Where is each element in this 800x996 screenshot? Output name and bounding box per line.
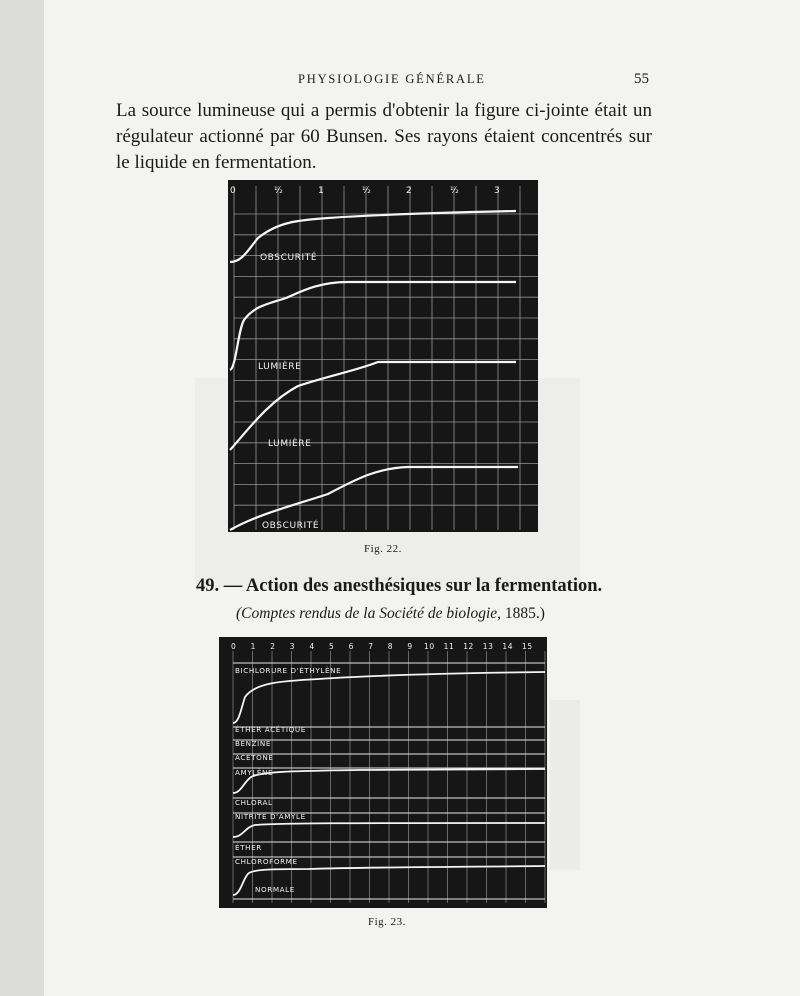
curve-label: AMYLÈNE [235, 768, 274, 777]
body-paragraph: La source lumineuse qui a permis d'obtenir la figure ci-jointe était un régulateur actionné par 60 Bunsen. Ses rayons étaient concentrés sur le liquide en fermentation. [116, 100, 652, 173]
page-number: 55 [634, 71, 649, 87]
tick-label: 2 [270, 642, 276, 651]
curve-label: ÉTHER [235, 843, 262, 852]
tick-label: 11 [443, 642, 455, 651]
tick-label: ½ [274, 186, 284, 196]
tick-label: 1 [318, 186, 325, 196]
fermentation-curve [230, 282, 516, 370]
section-heading [196, 576, 602, 597]
tick-label: 2 [406, 186, 413, 196]
tick-label: ½ [362, 186, 372, 196]
fermentation-curve [230, 362, 516, 450]
tick-label: 7 [368, 642, 374, 651]
figure-23-caption: Fig. 23. [368, 916, 406, 928]
bleed-through-shade [550, 700, 580, 870]
tick-label: 4 [309, 642, 315, 651]
curve-label: CHLORAL [235, 798, 273, 807]
figure-23-graph [219, 637, 547, 908]
running-head: PHYSIOLOGIE GÉNÉRALE [298, 72, 486, 86]
tick-label: 10 [424, 642, 435, 651]
curve-label: OBSCURITÉ [260, 253, 318, 263]
curve-label: BICHLORURE D'ÉTHYLÈNE [235, 666, 342, 675]
tick-label: 6 [348, 642, 354, 651]
tick-label: 9 [407, 642, 413, 651]
figure-23-plate [219, 637, 547, 908]
tick-label: 5 [329, 642, 335, 651]
curve-label: LUMIÈRE [268, 439, 312, 449]
tick-label: 15 [522, 642, 533, 651]
tick-label: 3 [494, 186, 501, 196]
citation-text: (Comptes rendus de la Société de biologie, [236, 605, 502, 622]
tick-label: 0 [230, 186, 237, 196]
citation-year: 1885.) [504, 605, 545, 622]
tick-label: 1 [250, 642, 256, 651]
tick-label: 8 [387, 642, 394, 651]
figure-22-plate [228, 180, 538, 532]
tick-label: ½ [450, 186, 460, 196]
section-citation [236, 605, 545, 623]
figure-22-graph [228, 180, 538, 532]
curve-label: BENZINE [235, 739, 272, 748]
curve-label: NORMALE [255, 885, 295, 894]
curve-label: NITRITE D'AMYLE [235, 812, 306, 821]
tick-label: 12 [463, 642, 474, 651]
curve-label: CHLOROFORME [235, 857, 298, 866]
tick-label: 0 [231, 642, 237, 651]
tick-label: 14 [502, 642, 514, 651]
curve-label: ACÉTONE [235, 753, 274, 762]
section-title: — Action des anesthésiques sur la fermentation. [223, 576, 603, 596]
curve-label: OBSCURITÉ [262, 521, 320, 531]
tick-label: 3 [289, 642, 296, 651]
tick-label: 13 [482, 642, 494, 651]
section-number: 49. [196, 576, 220, 596]
curve-label: LUMIÈRE [258, 362, 302, 372]
curve-label: ÉTHER ACÉTIQUE [235, 725, 306, 734]
figure-22-caption: Fig. 22. [364, 543, 402, 555]
page-header [0, 72, 800, 92]
